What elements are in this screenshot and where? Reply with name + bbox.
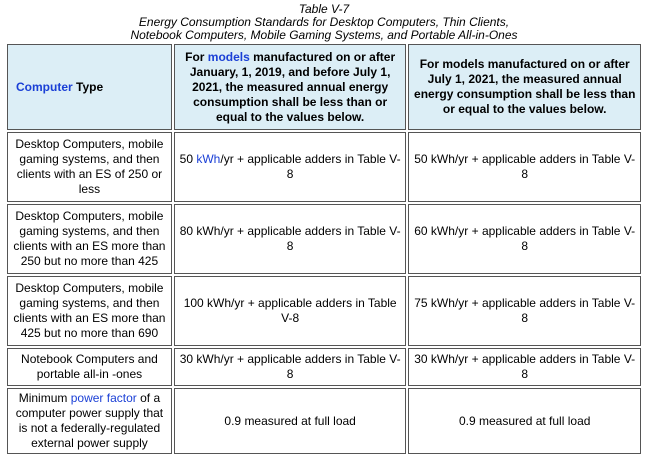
row-type-cell bbox=[7, 388, 172, 454]
value-suffix: /yr + applicable adders in Table V-8 bbox=[220, 152, 401, 181]
row-type-cell: Desktop Computers, mobile gaming systems, and then clients with an ES more than 425 but no more than 690 bbox=[7, 276, 172, 346]
row-2021-cell: 0.9 measured at full load bbox=[408, 388, 641, 454]
header-2021-standard: For models manufactured on or after July 1, 2021, the measured annual energy consumption shall be less than or equal to the values below. bbox=[408, 44, 641, 130]
table-title-line-2: Notebook Computers, Mobile Gaming Systems, and Portable All-in-Ones bbox=[130, 28, 518, 42]
row-2021-cell: 60 kWh/yr + applicable adders in Table V-8 bbox=[408, 204, 641, 274]
table-row bbox=[7, 276, 641, 346]
row-2019-cell: 80 kWh/yr + applicable adders in Table V-8 bbox=[174, 204, 407, 274]
power-factor-link[interactable]: power factor bbox=[70, 391, 137, 405]
header-2019-text: manufactured on or after January, 1, 2019, and before July 1, 2021, the measured annual energy consumption shall be less than or equal to the values below. bbox=[189, 49, 396, 124]
header-computer-type bbox=[7, 44, 172, 130]
row-2019-cell: 100 kWh/yr + applicable adders in Table V-8 bbox=[174, 276, 407, 346]
row-2019-cell bbox=[174, 132, 407, 202]
table-row bbox=[7, 204, 641, 274]
value-prefix: 50 bbox=[179, 152, 197, 166]
table-number: Table V-7 bbox=[298, 2, 350, 16]
type-prefix: Minimum bbox=[18, 391, 71, 405]
type-suffix: of a computer power supply that is not a federally-regulated external power supply bbox=[15, 391, 164, 450]
computer-link[interactable]: Computer bbox=[16, 79, 73, 94]
row-2021-cell: 75 kWh/yr + applicable adders in Table V-8 bbox=[408, 276, 641, 346]
kwh-link[interactable]: kWh bbox=[196, 152, 221, 166]
table-row bbox=[7, 348, 641, 386]
header-2019-standard bbox=[174, 44, 407, 130]
header-2019-prefix: For bbox=[185, 49, 208, 64]
table-caption bbox=[0, 0, 648, 42]
header-row bbox=[7, 44, 641, 130]
row-type-cell: Desktop Computers, mobile gaming systems, and then clients with an ES more than 250 but no more than 425 bbox=[7, 204, 172, 274]
row-2019-cell: 0.9 measured at full load bbox=[174, 388, 407, 454]
table-row bbox=[7, 388, 641, 454]
energy-standards-table bbox=[5, 42, 643, 456]
header-type-text: Type bbox=[72, 79, 104, 94]
row-type-cell: Desktop Computers, mobile gaming systems, and then clients with an ES of 250 or less bbox=[7, 132, 172, 202]
table-row bbox=[7, 132, 641, 202]
models-link[interactable]: models bbox=[207, 49, 250, 64]
row-2021-cell: 30 kWh/yr + applicable adders in Table V-8 bbox=[408, 348, 641, 386]
row-2021-cell: 50 kWh/yr + applicable adders in Table V-8 bbox=[408, 132, 641, 202]
table-title-line-1: Energy Consumption Standards for Desktop Computers, Thin Clients, bbox=[138, 15, 510, 29]
row-type-cell: Notebook Computers and portable all-in -ones bbox=[7, 348, 172, 386]
row-2019-cell: 30 kWh/yr + applicable adders in Table V-8 bbox=[174, 348, 407, 386]
